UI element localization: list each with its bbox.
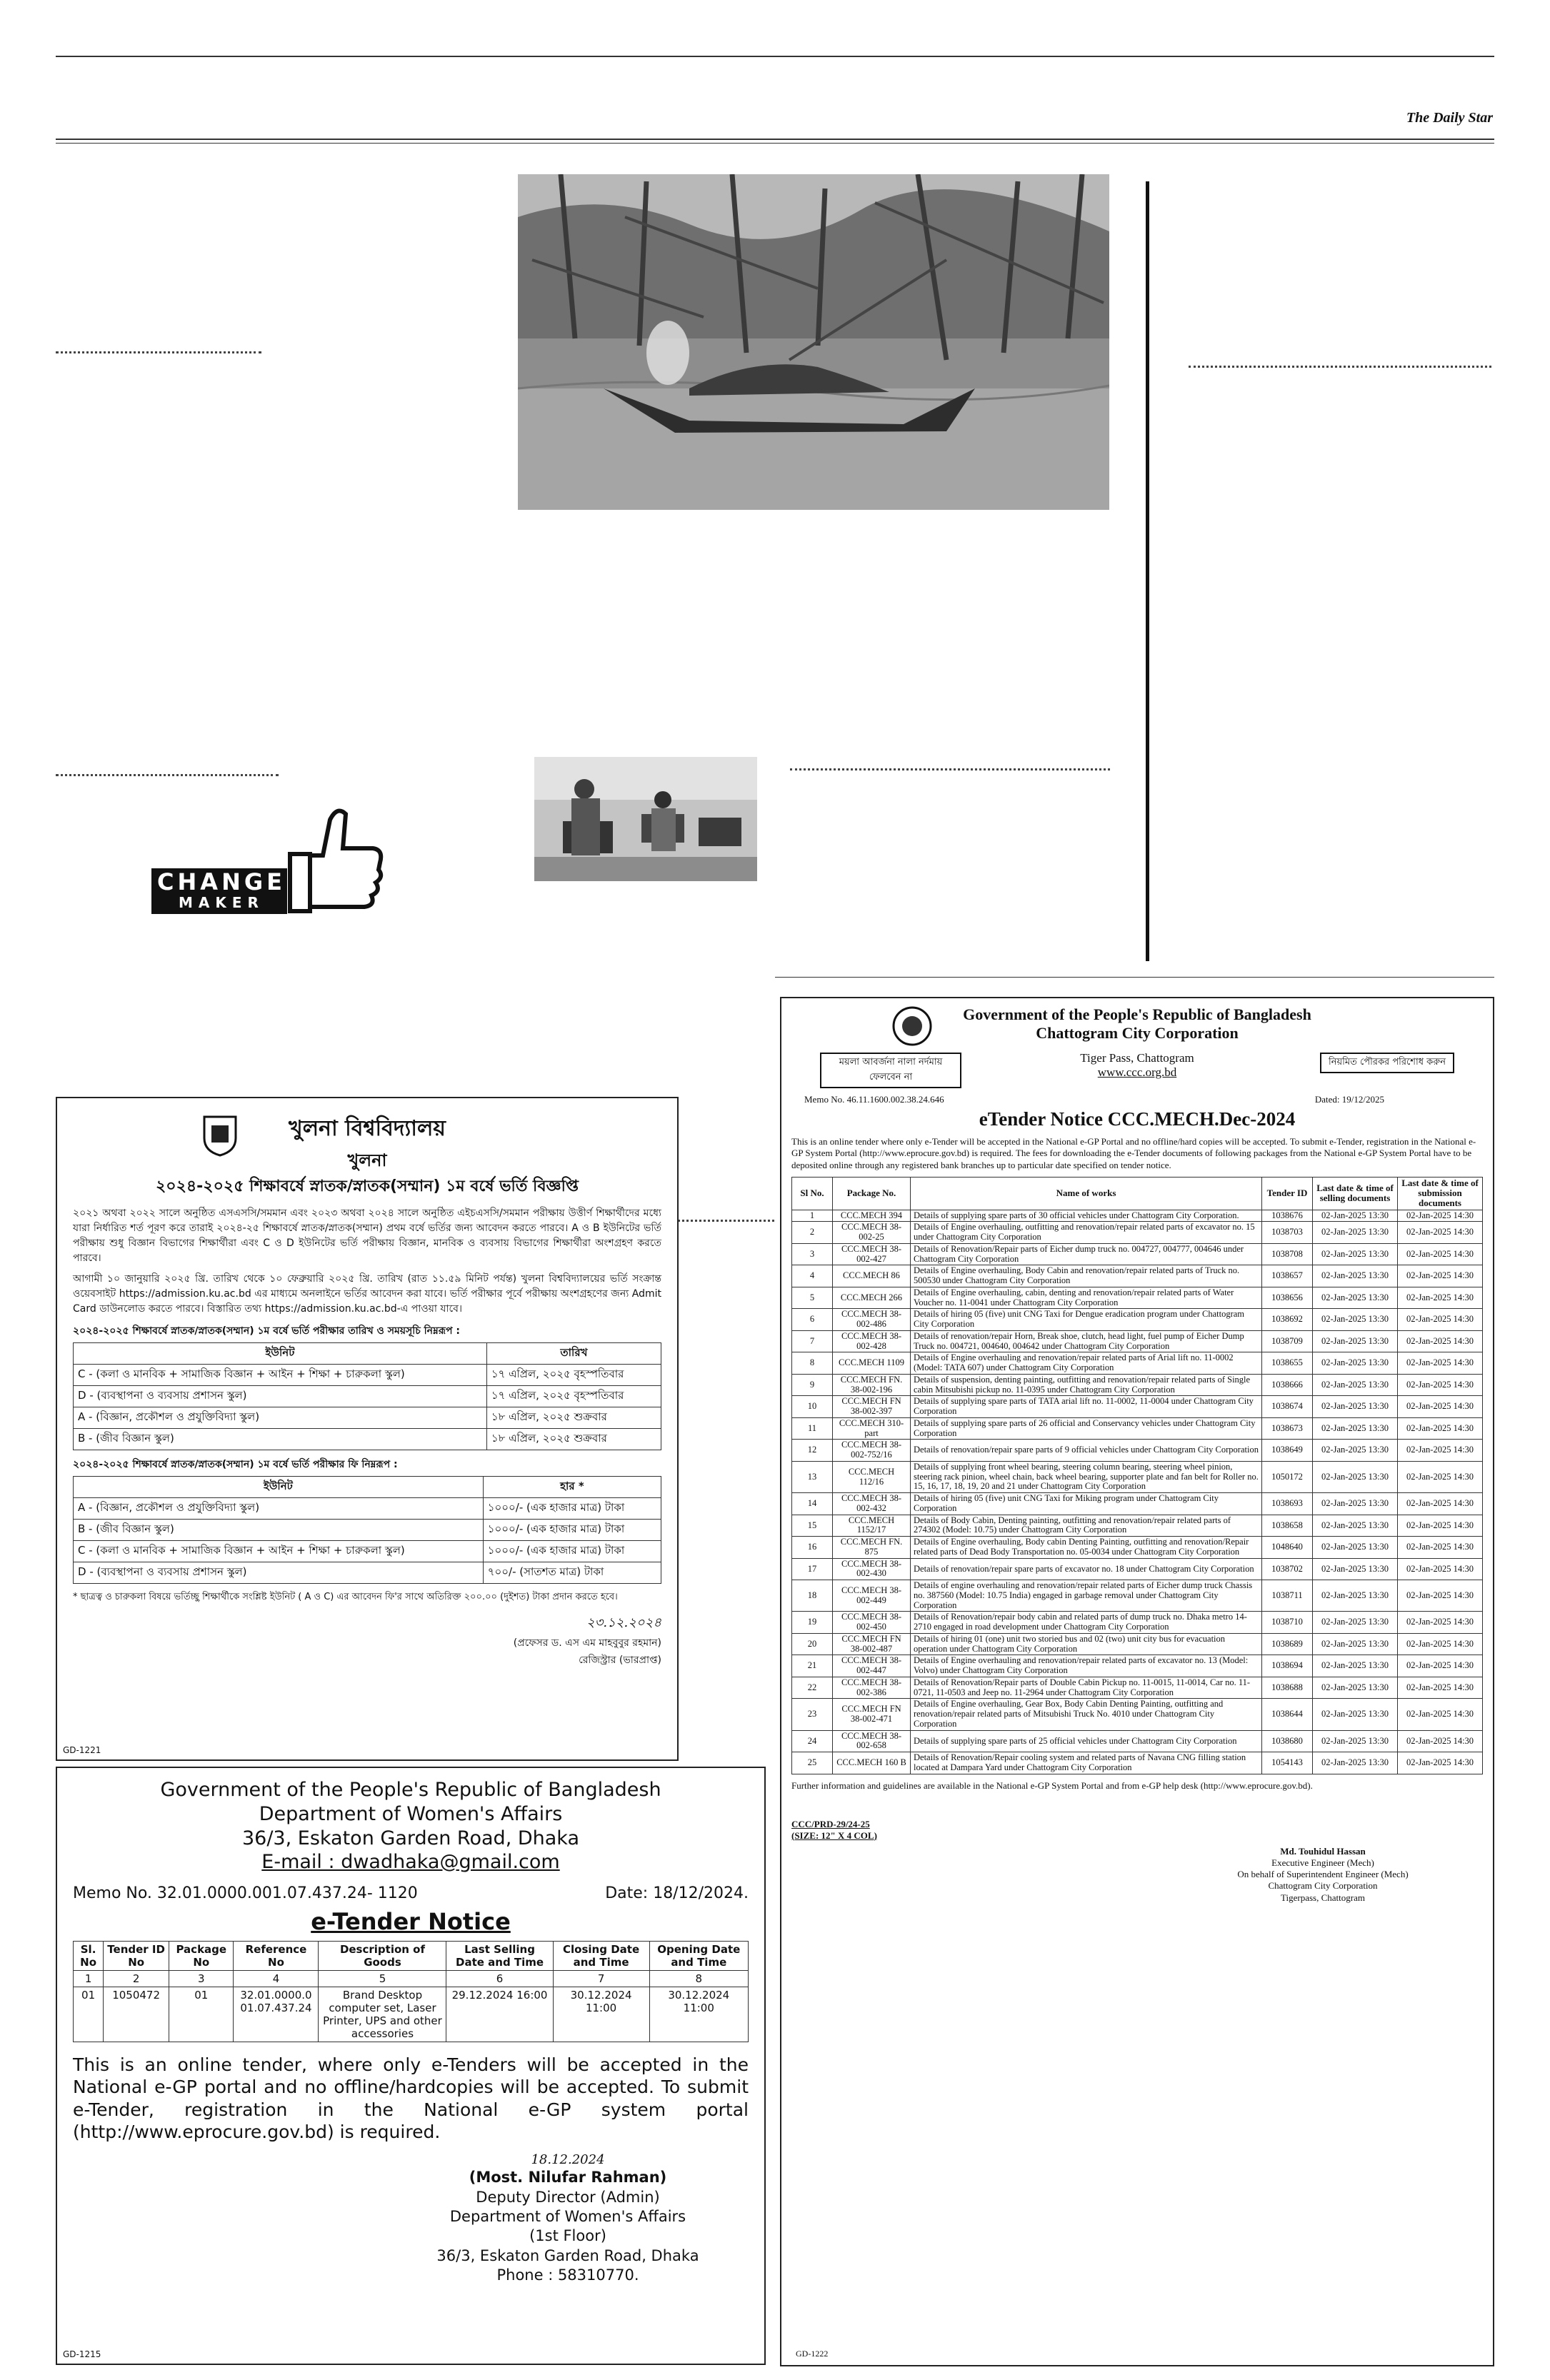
table-row: 13 CCC.MECH 112/16 Details of supplying front wheel bearing, steering column bearing, steering wheel pinion, steering rack pinion, wheel chain, back wheel bearing, supporter plate and fan belt for Roller no. 15, 16, 17, 18, 19, 20 and 21 under Chattogram City Corporation 1050172 02-Jan-2025 13:30 02-Jan-2025 14:30 bbox=[792, 1461, 1483, 1492]
signer-name: (Most. Nilufar Rahman) bbox=[469, 2169, 667, 2186]
notice-body: This is an online tender, where only e-Tenders will be accepted in the National e-GP portal and no offline/hardcopies will be accepted. To submit e-Tender, registration in the National e-GP system portal (http://www.eprocure.gov.bd) is required. bbox=[73, 2054, 749, 2142]
masthead-rule-2 bbox=[56, 143, 1494, 144]
table-row: 17 CCC.MECH 38-002-430 Details of renovation/repair spare parts of excavator no. 18 under Chattogram City Corporation 1038702 02-Jan-2025 13:30 02-Jan-2025 14:30 bbox=[792, 1558, 1483, 1580]
separator bbox=[56, 351, 261, 353]
table-row: 10 CCC.MECH FN 38-002-397 Details of supplying spare parts of TATA arial lift no. 11-0002, 11-0004 under Chattogram City Corporation 1038674 02-Jan-2025 13:30 02-Jan-2025 14:30 bbox=[792, 1396, 1483, 1418]
notice-footer: Further information and guidelines are available in the National e-GP System Portal and from e-GP help desk (http://www.eprocure.gov.bd). bbox=[791, 1779, 1313, 1791]
admission-heading: ২০২৪-২০২৫ শিক্ষাবর্ষে স্নাতক/স্নাতক(সম্মান) ১ম বর্ষে ভর্তি বিজ্ঞপ্তি bbox=[155, 1178, 579, 1195]
ad-code: GD-1215 bbox=[63, 2349, 101, 2359]
table-row: A - (বিজ্ঞান, প্রকৌশল ও প্রযুক্তিবিদ্যা স্কুল) ১০০০/- (এক হাজার মাত্র) টাকা bbox=[74, 1498, 661, 1520]
table-header: Last Selling Date and Time bbox=[446, 1942, 553, 1971]
separator bbox=[56, 774, 279, 776]
signer-title: Deputy Director (Admin) bbox=[476, 2188, 660, 2206]
table-header: Last date & time of selling documents bbox=[1313, 1177, 1398, 1210]
table-row: 9 CCC.MECH FN. 38-002-196 Details of suspension, denting painting, outfitting and renovation/repair related parts of Single cabin Mitsubishi pickup no. 11-0395 under Chattogram City Corporation 1038666 02-Jan-2025 13:30 02-Jan-2025 14:30 bbox=[792, 1374, 1483, 1396]
table-row: 7 CCC.MECH 38-002-428 Details of renovation/repair Horn, Break shoe, clutch, head light, fuel pump of Eicher Dump Truck no. 004721, 004640, 004642 under Chattogram City Corporation 1038709 02-Jan-2025 13:30 02-Jan-2025 14:30 bbox=[792, 1330, 1483, 1352]
table-header: Sl No. bbox=[792, 1177, 833, 1210]
table-header: Last date & time of submission documents bbox=[1398, 1177, 1483, 1210]
ad-code: GD-1221 bbox=[63, 1745, 101, 1755]
ccc-tender-table bbox=[791, 1177, 1483, 1774]
exam-fee-table bbox=[73, 1476, 661, 1584]
table-row: 3 CCC.MECH 38-002-427 Details of Renovation/Repair parts of Eicher dump truck no. 004727, 004777, 004646 under Chattogram City Corporation 1038708 02-Jan-2025 13:30 02-Jan-2025 14:30 bbox=[792, 1243, 1483, 1265]
masthead-rule-1 bbox=[56, 139, 1494, 140]
signer-org: Chattogram City Corporation bbox=[1268, 1880, 1378, 1892]
signer-place: Tigerpass, Chattogram bbox=[1281, 1892, 1365, 1903]
table-header: Opening Date and Time bbox=[649, 1942, 748, 1971]
table-row: B - (জীব বিজ্ঞান স্কুল) ১০০০/- (এক হাজার মাত্র) টাকা bbox=[74, 1520, 661, 1541]
separator bbox=[1189, 366, 1491, 368]
exam-schedule-table bbox=[73, 1342, 661, 1450]
schedule-table-title: ২০২৪-২০২৫ শিক্ষাবর্ষে স্নাতক/স্নাতক(সম্মান) ১ম বর্ষে ভর্তি পরীক্ষার তারিখ ও সময়সূচি নিম্নরূপ : bbox=[73, 1325, 460, 1337]
table-row: 23 CCC.MECH FN 38-002-471 Details of Engine overhauling, Gear Box, Body Cabin Denting Painting, outfitting and renovation/repair related parts of Mitsubishi Truck No. 4010 under Chattogram City Corporation 1038644 02-Jan-2025 13:30 02-Jan-2025 14:30 bbox=[792, 1699, 1483, 1730]
ccc-address: Tiger Pass, Chattogram bbox=[1080, 1051, 1194, 1065]
tender-table bbox=[73, 1941, 749, 2042]
fee-table-title: ২০২৪-২০২৫ শিক্ষাবর্ষে স্নাতক/স্নাতক(সম্মান) ১ম বর্ষে ভর্তি পরীক্ষার ফি নিম্নরূপ : bbox=[73, 1459, 398, 1470]
left-slogan-box: ময়লা আবর্জনা নালা নর্দমায় ফেলবেন না bbox=[820, 1053, 961, 1088]
table-row: B - (জীব বিজ্ঞান স্কুল) ১৮ এপ্রিল, ২০২৫ শুক্রবার bbox=[74, 1429, 661, 1450]
masthead-brand: The Daily Star bbox=[1406, 110, 1493, 126]
table-row: 16 CCC.MECH FN. 875 Details of Engine overhauling, Body cabin Denting Painting, outfitting and renovation/Repair related parts of Dead Body Transportation no. 05-0034 under Chattogram City Corporation 1048640 02-Jan-2025 13:30 02-Jan-2025 14:30 bbox=[792, 1537, 1483, 1559]
table-row: 11 CCC.MECH 310-part Details of supplying spare parts of 26 official and Conservancy vehicles under Chattogram City Corporation 1038673 02-Jan-2025 13:30 02-Jan-2025 14:30 bbox=[792, 1417, 1483, 1440]
table-row: 19 CCC.MECH 38-002-450 Details of Renovation/repair body cabin and related parts of dump truck no. Dhaka metro 14-2710 engaged in road development under Chattogram City Corporation 1038710 02-Jan-2025 13:30 02-Jan-2025 14:30 bbox=[792, 1612, 1483, 1634]
column-rule bbox=[1146, 181, 1149, 961]
table-row: 01 1050472 01 32.01.0000.0 01.07.437.24 Brand Desktop computer set, Laser Printer, UPS and other accessories 29.12.2024 16:00 30.12.2024 11:00 30.12.2024 11:00 bbox=[74, 1987, 749, 2042]
change-maker-logo: CHANGE MAKER bbox=[151, 805, 387, 920]
table-header: Reference No bbox=[234, 1942, 319, 1971]
table-header: ইউনিট bbox=[74, 1477, 484, 1498]
dept-line: Department of Women's Affairs bbox=[259, 1802, 563, 1825]
notice-title: eTender Notice CCC.MECH.Dec-2024 bbox=[979, 1108, 1296, 1130]
ccc-website[interactable]: www.ccc.org.bd bbox=[1097, 1065, 1177, 1079]
ccc-ref: CCC/PRD-29/24-25 bbox=[791, 1818, 870, 1829]
memo-date: Date: 18/12/2024. bbox=[605, 1884, 749, 1902]
table-row: 14 CCC.MECH 38-002-432 Details of hiring 05 (five) unit CNG Taxi for Miking program under Chattogram City Corporation 1038693 02-Jan-2025 13:30 02-Jan-2025 14:30 bbox=[792, 1493, 1483, 1515]
table-row: 24 CCC.MECH 38-002-658 Details of supplying spare parts of 25 official vehicles under Chattogram City Corporation 1038680 02-Jan-2025 13:30 02-Jan-2025 14:30 bbox=[792, 1730, 1483, 1752]
address-line: 36/3, Eskaton Garden Road, Dhaka bbox=[241, 1827, 580, 1849]
table-row: C - (কলা ও মানবিক + সামাজিক বিজ্ঞান + আইন + শিক্ষা + চারুকলা স্কুল) ১০০০/- (এক হাজার মাত্র) টাকা bbox=[74, 1541, 661, 1562]
khulna-university-ad bbox=[56, 1097, 679, 1761]
table-header: Name of works bbox=[911, 1177, 1262, 1210]
table-row: D - (ব্যবস্থাপনা ও ব্যবসায় প্রশাসন স্কুল) ৭০০/- (সাতশত মাত্র) টাকা bbox=[74, 1562, 661, 1584]
memo-no: Memo No. 46.11.1600.002.38.24.646 bbox=[804, 1094, 944, 1105]
university-name: খুলনা বিশ্ববিদ্যালয় bbox=[289, 1116, 446, 1141]
notice-intro: This is an online tender where only e-Tender will be accepted in the National e-GP Portal and no offline/hard copies will be accepted. To submit e-Tender, registration in the National e-GP System Portal (http://www.eprocure.gov.bd) is required. The fees for downloading the e-Tender documents of following packages from the National e-GP System Portal have to be deposited online through any registered bank branches up to particular date specified on tender notice. bbox=[791, 1136, 1476, 1170]
footnote: * ছাত্রত্ব ও চারুকলা বিষয়ে ভর্তিচ্ছু শিক্ষার্থীকে সংশ্লিষ্ট ইউনিট ( A ও C) এর আবেদন ফি'র সাথে অতিরিক্ত ২০০.০০ (দুইশত) টাকা প্রদান করতে হবে। bbox=[73, 1592, 618, 1602]
table-row: 5 CCC.MECH 266 Details of Engine overhauling, cabin, denting and renovation/repair related parts of Water Voucher no. 11-0041 under Chattogram City Corporation 1038656 02-Jan-2025 13:30 02-Jan-2025 14:30 bbox=[792, 1287, 1483, 1309]
table-row: 21 CCC.MECH 38-002-447 Details of Engine overhauling and renovation/repair related parts of excavator no. 13 (Model: Volvo) under Chattogram City Corporation 1038694 02-Jan-2025 13:30 02-Jan-2025 14:30 bbox=[792, 1655, 1483, 1677]
signer-behalf: On behalf of Superintendent Engineer (Mech) bbox=[1237, 1869, 1409, 1880]
table-row: 8 CCC.MECH 1109 Details of Engine overhauling and renovation/repair related parts of Arial lift no. 11-0002 (Model: TATA 607) under Chattogram City Corporation 1038655 02-Jan-2025 13:30 02-Jan-2025 14:30 bbox=[792, 1352, 1483, 1375]
table-row: D - (ব্যবস্থাপনা ও ব্যবসায় প্রশাসন স্কুল) ১৭ এপ্রিল, ২০২৫ বৃহস্পতিবার bbox=[74, 1386, 661, 1407]
table-row: 4 CCC.MECH 86 Details of Engine overhauling, Body Cabin and renovation/repair related parts of Truck no. 500530 under Chattogram City Corporation 1038657 02-Jan-2025 13:30 02-Jan-2025 14:30 bbox=[792, 1265, 1483, 1287]
govt-line: Government of the People's Republic of Bangladesh bbox=[160, 1779, 661, 1801]
signature-date: 18.12.2024 bbox=[531, 2152, 605, 2167]
classroom-photo bbox=[534, 757, 757, 881]
signer-title: রেজিস্ট্রার (ভারপ্রাপ্ত) bbox=[579, 1655, 661, 1667]
admission-para-2: আগামী ১০ জানুয়ারি ২০২৫ খ্রি. তারিখ থেকে ১০ ফেব্রুয়ারি ২০২৫ খ্রি. তারিখ (রাত ১১.৫৯ মিনিট পর্যন্ত) খুলনা বিশ্ববিদ্যালয়ের ভর্তি সংক্রান্ত ওয়েবসাইট https://admission.ku.ac.bd এর মাধ্যমে অনলাইনে ভর্তির আবেদন করা যাবে। ভর্তি পরীক্ষার পূর্বে পরীক্ষায় অংশগ্রহণের জন্য Admit Card ডাউনলোড করতে পারবে। বিস্তারিত তথ্য https://admission.ku.ac.bd-এ পাওয়া যাবে। bbox=[73, 1273, 661, 1315]
ccc-tender-ad bbox=[780, 997, 1494, 2366]
signer-address: 36/3, Eskaton Garden Road, Dhaka bbox=[436, 2246, 699, 2264]
table-header: Package No bbox=[169, 1942, 234, 1971]
table-header: হার * bbox=[483, 1477, 661, 1498]
table-header: Tender ID No bbox=[104, 1942, 169, 1971]
ccc-emblem-icon bbox=[891, 1005, 933, 1047]
signer-name: (প্রফেসর ড. এস এম মাহবুবুর রহমান) bbox=[513, 1637, 661, 1650]
table-header: Closing Date and Time bbox=[553, 1942, 649, 1971]
ccc-size: (SIZE: 12" X 4 COL) bbox=[791, 1829, 877, 1841]
table-row: 2 CCC.MECH 38-002-25 Details of Engine overhauling, outfitting and renovation/repair related parts of excavator no. 15 under Chattogram City Corporation 1038703 02-Jan-2025 13:30 02-Jan-2025 14:30 bbox=[792, 1222, 1483, 1244]
mangrove-boat-photo bbox=[518, 174, 1109, 510]
table-header: ইউনিট bbox=[74, 1343, 487, 1365]
top-rule bbox=[56, 56, 1494, 57]
table-row: 12 CCC.MECH 38-002-752/16 Details of renovation/repair spare parts of 9 official vehicles under Chattogram City Corporation 1038649 02-Jan-2025 13:30 02-Jan-2025 14:30 bbox=[792, 1440, 1483, 1462]
table-header: Package No. bbox=[833, 1177, 911, 1210]
notice-title: e-Tender Notice bbox=[311, 1908, 511, 1935]
admission-para-1: ২০২১ অথবা ২০২২ সালে অনুষ্ঠিত এসএসসি/সমমান এবং ২০২৩ অথবা ২০২৪ সালে অনুষ্ঠিত এইচএসসি/সমমান পরীক্ষায় উত্তীর্ণ শিক্ষার্থীদের মধ্যে যারা নির্ধারিত শর্ত পূরণ করে তারাই ২০২৪-২৫ শিক্ষাবর্ষে স্নাতক/স্নাতক(সম্মান) প্রথম বর্ষে ভর্তির জন্য আবেদন করতে পারবে। A ও B ইউনিটের ভর্তি পরীক্ষায় শুধু বিজ্ঞান বিভাগের শিক্ষার্থীরা এবং C ও D ইউনিটের ভর্তি পরীক্ষায় বিজ্ঞান, মানবিক ও ব্যবসায় বিভাগের শিক্ষার্থীরা অংশগ্রহণ করতে পারবে। bbox=[73, 1207, 661, 1264]
signer-phone: Phone : 58310770. bbox=[496, 2266, 639, 2284]
memo-no: Memo No. 32.01.0000.001.07.437.24- 1120 bbox=[73, 1884, 418, 1902]
table-row: 18 CCC.MECH 38-002-449 Details of engine overhauling and renovation/repair related parts of Eicher dump truck Chassis no. 387560 (Model: 10.75 India) engaged in garbage removal under Chattogram City Corporation 1038711 02-Jan-2025 13:30 02-Jan-2025 14:30 bbox=[792, 1580, 1483, 1612]
table-row: 6 CCC.MECH 38-002-486 Details of hiring 05 (five) unit CNG Taxi for Dengue eradication program under Chattogram City Corporation 1038692 02-Jan-2025 13:30 02-Jan-2025 14:30 bbox=[792, 1309, 1483, 1331]
memo-date: Dated: 19/12/2025 bbox=[1314, 1094, 1384, 1105]
ccc-line: Chattogram City Corporation bbox=[1036, 1024, 1239, 1042]
table-row: 22 CCC.MECH 38-002-386 Details of Renovation/Repair parts of Double Cabin Pickup no. 11-0015, 11-0014, Car no. 11-0721, 11-0503 and Jeep no. 11-2964 under Chattogram City Corporation 1038688 02-Jan-2025 13:30 02-Jan-2025 14:30 bbox=[792, 1677, 1483, 1699]
signer-dept: Department of Women's Affairs bbox=[449, 2207, 686, 2225]
email-line[interactable]: E-mail : dwadhaka@gmail.com bbox=[261, 1851, 560, 1874]
table-row: 1 CCC.MECH 394 Details of supplying spare parts of 30 official vehicles under Chattogram City Corporation. 1038676 02-Jan-2025 13:30 02-Jan-2025 14:30 bbox=[792, 1210, 1483, 1222]
signer-title: Executive Engineer (Mech) bbox=[1271, 1857, 1374, 1868]
table-row: 20 CCC.MECH FN 38-002-487 Details of hiring 01 (one) unit two storied bus and 02 (two) unit city bus for evacuation operation under Chattogram City Corporation 1038689 02-Jan-2025 13:30 02-Jan-2025 14:30 bbox=[792, 1633, 1483, 1655]
table-row: 1 2 3 4 5 6 7 8 bbox=[74, 1971, 749, 1987]
section-rule bbox=[775, 977, 1494, 978]
table-row: 25 CCC.MECH 160 B Details of Renovation/Repair cooling system and related parts of Navana CNG filling station located at Dampara Yard under Chattogram City Corporation 1054143 02-Jan-2025 13:30 02-Jan-2025 14:30 bbox=[792, 1752, 1483, 1774]
university-crest-icon bbox=[201, 1114, 239, 1157]
table-header: তারিখ bbox=[486, 1343, 661, 1365]
table-header: Tender ID bbox=[1262, 1177, 1313, 1210]
table-row: A - (বিজ্ঞান, প্রকৌশল ও প্রযুক্তিবিদ্যা স্কুল) ১৮ এপ্রিল, ২০২৫ শুক্রবার bbox=[74, 1407, 661, 1429]
table-header: Description of Goods bbox=[319, 1942, 446, 1971]
womens-affairs-ad bbox=[56, 1767, 766, 2365]
separator bbox=[790, 768, 1110, 770]
table-row: C - (কলা ও মানবিক + সামাজিক বিজ্ঞান + আইন + শিক্ষা + চারুকলা স্কুল) ১৭ এপ্রিল, ২০২৫ বৃহস্পতিবার bbox=[74, 1365, 661, 1386]
table-row: 15 CCC.MECH 1152/17 Details of Body Cabin, Denting painting, outfitting and renovation/repair related parts of 274302 (Model: 10.75) under Chattogram City Corporation 1038658 02-Jan-2025 13:30 02-Jan-2025 14:30 bbox=[792, 1515, 1483, 1537]
ad-code: GD-1222 bbox=[796, 2349, 829, 2359]
right-slogan-box: নিয়মিত পৌরকর পরিশোধ করুন bbox=[1320, 1053, 1454, 1073]
signer-name: Md. Touhidul Hassan bbox=[1280, 1845, 1366, 1857]
signer-floor: (1st Floor) bbox=[529, 2227, 606, 2245]
table-header: Sl. No bbox=[74, 1942, 104, 1971]
signature-date: ২৩.১২.২০২৪ bbox=[586, 1615, 661, 1631]
university-city: খুলনা bbox=[347, 1150, 387, 1170]
thumbs-up-icon bbox=[280, 805, 387, 920]
govt-line: Government of the People's Republic of Bangladesh bbox=[963, 1005, 1311, 1023]
